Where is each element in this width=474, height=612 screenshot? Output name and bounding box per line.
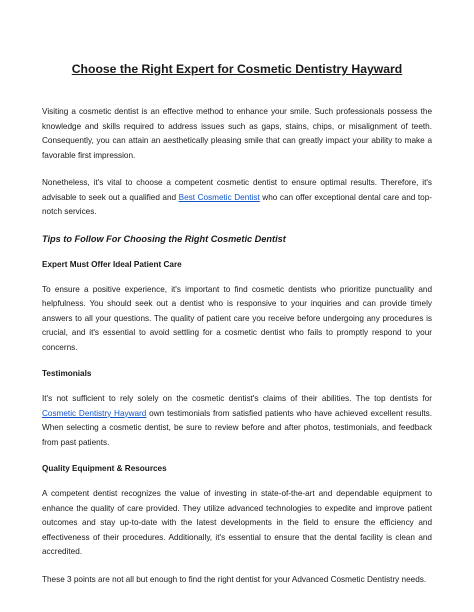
section-heading-patient-care: Expert Must Offer Ideal Patient Care — [42, 259, 182, 269]
tips-heading: Tips to Follow For Choosing the Right Cosmetic Dentist — [42, 233, 286, 244]
best-cosmetic-dentist-link[interactable]: Best Cosmetic Dentist — [178, 192, 260, 202]
testimonials-text-after-link: own testimonials from satisfied patients who have achieved excellent results. When selecting a cosmetic dentist, be sure to review before and after photos, testimonials, and feedback from past patients. — [42, 408, 432, 447]
section-body-patient-care: To ensure a positive experience, it's important to find cosmetic dentists who prioritize punctuality and helpfulness. You should seek out a dentist who is responsive to your inquiries and can provide timely answers to all your questions. The quality of patient care you receive before undergoing any procedures is crucial, and it's essential to avoid settling for a cosmetic dentist who fails to promptly respond to your concerns. — [42, 284, 432, 352]
intro-paragraph-2 — [42, 176, 432, 220]
section-heading-testimonials: Testimonials — [42, 369, 92, 378]
cosmetic-dentistry-hayward-link[interactable]: Cosmetic Dentistry Hayward — [42, 408, 147, 418]
page-title: Choose the Right Expert for Cosmetic Dentistry Hayward — [71, 62, 403, 76]
intro-text-after-link: who can offer exceptional dental care and top-notch services. — [42, 192, 432, 216]
section-body-equipment: A competent dentist recognizes the value of investing in state-of-the-art and dependable equipment to enhance the quality of care provided. They utilize advanced technologies to expedite and improve patient outcomes and stay up-to-date with the latest developments in the field to ensure the efficiency and effectiveness of their procedures. Additionally, it's essential to ensure that the dental facility is clean and accredited. — [42, 489, 432, 556]
document-page — [42, 62, 432, 600]
intro-paragraph-1: Visiting a cosmetic dentist is an effective method to enhance your smile. Such professionals possess the knowledge and skills required to address issues such as gaps, stains, chips, or misalignment of teeth. Consequently, you can attain an aesthetically pleasing smile that can greatly impact your ability to make a favorable first impression. — [42, 107, 432, 160]
section-body-testimonials — [42, 392, 432, 450]
closing-paragraph: These 3 points are not all but enough to find the right dentist for your Advanced Cosmetic Dentistry needs. — [42, 574, 427, 584]
testimonials-text-before-link: It's not sufficient to rely solely on the cosmetic dentist's claims of their abilities. The top dentists for — [42, 394, 432, 403]
intro-text-before-link: Nonetheless, it's vital to choose a competent cosmetic dentist to ensure optimal results. Therefore, it's advisable to seek out a qualified and — [42, 178, 432, 202]
section-heading-equipment: Quality Equipment & Resources — [42, 464, 167, 473]
